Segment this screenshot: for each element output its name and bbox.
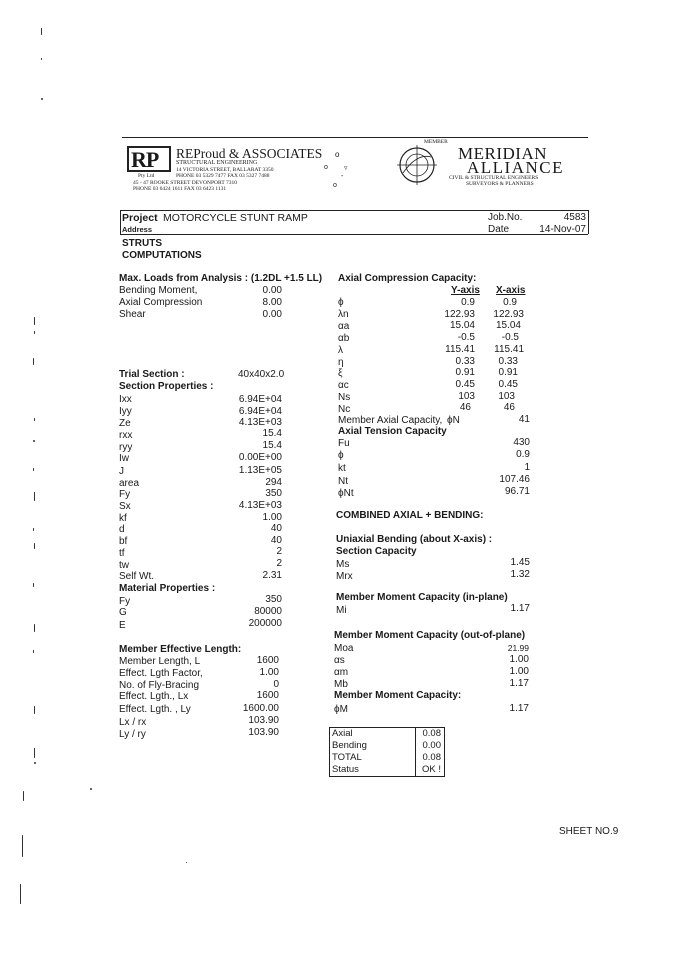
eff-length-label: Ly / ry: [119, 729, 146, 740]
inplane-label: Mi: [336, 605, 347, 616]
load-label: Axial Compression: [119, 297, 203, 308]
scan-speck: [33, 528, 34, 531]
tension-label: kt: [338, 463, 346, 474]
prop-label: kf: [119, 513, 127, 524]
phi-m-label: ϕM: [334, 704, 348, 715]
outplane-label: αs: [334, 655, 345, 666]
company-subtitle: STRUCTURAL ENGINEERING: [176, 160, 258, 166]
prop-value: 2: [276, 558, 282, 569]
member-label: MEMBER: [424, 139, 448, 145]
prop-label: Fy: [119, 489, 131, 500]
eff-length-value: 1600.00: [242, 703, 279, 714]
scan-speck: [34, 762, 36, 764]
axial-y-value: 122.93: [444, 309, 475, 320]
status-row: [330, 764, 444, 776]
trial-section-label: Trial Section :: [119, 369, 185, 380]
axial-symbol: ϕ: [338, 297, 344, 308]
prop-value: 1.13E+05: [238, 465, 282, 476]
eff-length-value: 1.00: [259, 667, 279, 678]
axial-x-value: 0.9: [503, 297, 517, 308]
eff-length-label: Lx / rx: [119, 717, 147, 728]
scan-speck: [41, 98, 43, 100]
prop-value: 6.94E+04: [238, 394, 282, 405]
prop-label: ryy: [119, 442, 133, 453]
outplane-label: Moa: [334, 643, 354, 654]
prop-label: tf: [119, 548, 125, 559]
date-value: 14-Nov-07: [539, 224, 586, 235]
eff-length-label: Effect. Lgth Factor,: [119, 668, 203, 679]
section-capacity-label: Ms: [336, 559, 350, 570]
prop-value: 4.13E+03: [238, 500, 282, 511]
scan-speck: [34, 331, 35, 334]
prop-label: Ze: [119, 418, 131, 429]
prop-label: Iw: [119, 453, 129, 464]
prop-value: 2.31: [262, 570, 282, 581]
axial-x-value: 0.45: [498, 379, 518, 390]
prop-label: J: [119, 466, 124, 477]
decorative-dot-icon: o: [335, 150, 340, 159]
status-row-label: TOTAL: [332, 752, 362, 763]
material-properties-heading: Material Properties :: [119, 583, 216, 594]
scan-speck: [33, 358, 34, 365]
alliance-tagline-1: CIVIL & STRUCTURAL ENGINEERS: [449, 175, 539, 181]
status-row: [330, 728, 444, 740]
outplane-value: 21.99: [507, 643, 529, 653]
load-label: Bending Moment,: [119, 285, 198, 296]
section-title-struts: STRUTS: [122, 238, 162, 249]
eff-length-value: 0: [273, 679, 279, 690]
x-axis-header: X-axis: [496, 285, 526, 296]
status-row-value: 0.00: [422, 740, 441, 751]
axial-symbol: Nc: [338, 404, 351, 415]
material-value: 200000: [248, 618, 282, 629]
axial-tension-heading: Axial Tension Capacity: [338, 426, 447, 437]
member-axial-capacity-symbol: ϕN: [447, 415, 460, 426]
prop-label: Self Wt.: [119, 571, 155, 582]
job-label: Job.No.: [488, 212, 523, 223]
prop-value: 40: [270, 523, 282, 534]
section-capacity-heading: Section Capacity: [336, 546, 417, 557]
phone-line-2: PHONE 03 6424 1611 FAX 03 6423 1131: [133, 186, 227, 192]
project-label: Project: [122, 212, 158, 224]
axial-y-value: -0.5: [457, 332, 475, 343]
address-line-1: 14 VICTORIA STREET, BALLARAT 3350: [176, 167, 274, 173]
scan-speck: [33, 440, 35, 442]
scan-speck: [34, 543, 35, 549]
axial-symbol: ξ: [338, 368, 343, 379]
alliance-line-1: MERIDIAN: [458, 144, 547, 163]
material-label: Fy: [119, 596, 131, 607]
decorative-dot-icon: o: [333, 182, 337, 189]
tension-label: Nt: [338, 476, 348, 487]
sheet-number: SHEET NO.9: [559, 826, 619, 837]
load-value: 0.00: [262, 285, 282, 296]
decorative-dot-icon: o: [324, 164, 328, 171]
tension-value: 0.9: [516, 449, 530, 460]
eff-length-value: 103.90: [248, 715, 279, 726]
scan-speck: [22, 835, 23, 857]
tension-value: 1: [524, 462, 530, 473]
section-capacity-label: Mrx: [336, 571, 353, 582]
address-label: Address: [122, 225, 153, 234]
status-summary-table: [329, 727, 445, 777]
eff-length-label: Effect. Lgth., Lx: [119, 691, 189, 702]
axial-symbol: η: [338, 357, 344, 368]
effective-length-heading: Member Effective Length:: [119, 644, 242, 655]
status-row: [330, 752, 444, 764]
tension-value: 107.46: [499, 474, 530, 485]
outplane-label: Mb: [334, 679, 348, 690]
axial-y-value: 46: [459, 402, 471, 413]
scan-speck: [34, 748, 35, 758]
prop-label: tw: [119, 560, 129, 571]
section-title-computations: COMPUTATIONS: [122, 250, 202, 261]
eff-length-value: 103.90: [248, 727, 279, 738]
material-value: 80000: [254, 606, 282, 617]
axial-symbol: αa: [338, 321, 350, 332]
header-left-rule: [120, 210, 121, 234]
prop-label: Sx: [119, 501, 131, 512]
axial-symbol: λn: [338, 309, 349, 320]
eff-length-value: 1600: [256, 690, 279, 701]
outplane-value: 1.17: [509, 678, 529, 689]
axial-y-value: 0.45: [455, 379, 475, 390]
tension-value: 430: [513, 437, 530, 448]
prop-value: 294: [265, 477, 282, 488]
prop-label: area: [119, 478, 140, 489]
section-properties-heading: Section Properties :: [119, 381, 214, 392]
prop-value: 0.00E+00: [238, 452, 282, 463]
scan-speck: [23, 791, 24, 801]
prop-value: 40: [270, 535, 282, 546]
status-row-label: Status: [332, 764, 359, 775]
project-name: MOTORCYCLE STUNT RAMP: [163, 212, 308, 224]
material-label: E: [119, 620, 126, 631]
alliance-tagline-2: SURVEYORS & PLANNERS: [466, 181, 534, 187]
outplane-label: αm: [334, 667, 349, 678]
member-axial-capacity-label: Member Axial Capacity,: [338, 415, 443, 426]
prop-value: 6.94E+04: [238, 406, 282, 417]
tension-value: 96.71: [504, 486, 530, 497]
status-row: [330, 740, 444, 752]
load-value: 8.00: [262, 297, 282, 308]
letterhead-top-rule: [122, 137, 588, 138]
eff-length-label: No. of Fly-Bracing: [119, 680, 200, 691]
axial-y-value: 0.9: [461, 297, 475, 308]
inplane-capacity-heading: Member Moment Capacity (in-plane): [336, 592, 508, 603]
outplane-value: 1.00: [509, 654, 529, 665]
tension-label: ϕNt: [338, 488, 354, 499]
rp-pty-label: Pty Ltd: [138, 173, 155, 179]
material-label: G: [119, 607, 127, 618]
section-capacity-value: 1.32: [510, 569, 530, 580]
axial-x-value: -0.5: [501, 332, 519, 343]
tension-label: Fu: [338, 438, 350, 449]
scan-speck: [33, 583, 34, 587]
eff-length-label: Member Length, L: [119, 656, 201, 667]
axial-x-value: 46: [503, 402, 515, 413]
status-row-label: Bending: [332, 740, 367, 751]
scan-speck: [41, 28, 42, 35]
axial-y-value: 0.33: [455, 356, 475, 367]
axial-x-value: 15.04: [495, 320, 521, 331]
phone-line-1: PHONE 03 5329 7477 FAX 03 5327 7488: [176, 173, 270, 179]
trial-section-value: 40x40x2.0: [238, 369, 285, 380]
scan-speck: [33, 650, 34, 653]
loads-heading: Max. Loads from Analysis : (1.2DL +1.5 LL): [119, 273, 323, 284]
axial-x-value: 115.41: [494, 344, 524, 355]
axial-x-value: 0.33: [498, 356, 518, 367]
header-right-rule: [588, 210, 589, 234]
tension-label: ϕ: [338, 450, 344, 461]
job-number: 4583: [563, 212, 586, 223]
prop-label: Iyy: [119, 406, 132, 417]
outplane-value: 1.00: [509, 666, 529, 677]
prop-value: 2: [276, 546, 282, 557]
axial-y-value: 103: [458, 391, 475, 402]
scan-speck: [34, 317, 35, 325]
prop-value: 1.00: [262, 512, 282, 523]
address-line-2: 45 - 47 ROOKE STREET DEVONPORT 7310: [133, 180, 237, 186]
axial-x-value: 0.91: [498, 367, 518, 378]
axial-symbol: αb: [338, 333, 350, 344]
header-bottom-rule: [120, 234, 588, 235]
status-row-value: 0.08: [422, 752, 441, 763]
combined-axial-bending-heading: COMBINED AXIAL + BENDING:: [336, 510, 484, 521]
member-moment-capacity-heading: Member Moment Capacity:: [334, 690, 462, 701]
scan-speck: [34, 492, 35, 501]
rp-logo: [127, 146, 171, 172]
status-row-value: OK !: [421, 764, 441, 775]
scan-speck: [186, 862, 187, 863]
company-name: REProud & ASSOCIATES: [176, 146, 323, 161]
uniaxial-bending-heading: Uniaxial Bending (about X-axis) :: [336, 534, 493, 545]
axial-symbol: αc: [338, 380, 349, 391]
scan-speck: [34, 706, 35, 714]
y-axis-header: Y-axis: [451, 285, 480, 296]
prop-label: bf: [119, 536, 128, 547]
scan-speck: [20, 884, 21, 904]
prop-label: d: [119, 524, 125, 535]
outplane-capacity-heading: Member Moment Capacity (out-of-plane): [334, 630, 526, 641]
prop-value: 4.13E+03: [238, 417, 282, 428]
status-row-value: 0.08: [422, 728, 441, 739]
eff-length-label: Effect. Lgth. , Ly: [119, 704, 191, 715]
status-row-label: Axial: [332, 728, 353, 739]
material-value: 350: [265, 594, 282, 605]
rp-logo-text: RP: [131, 147, 159, 172]
prop-value: 15.4: [262, 440, 282, 451]
axial-y-value: 115.41: [445, 344, 475, 355]
prop-label: Ixx: [119, 394, 132, 405]
phi-m-value: 1.17: [509, 703, 529, 714]
member-axial-capacity-value: 41: [518, 414, 530, 425]
decorative-dot-icon: ▿: [344, 165, 348, 172]
load-label: Shear: [119, 309, 146, 320]
meridian-compass-icon: [397, 143, 437, 187]
axial-compression-heading: Axial Compression Capacity:: [338, 273, 477, 284]
alliance-line-2: ALLIANCE: [467, 158, 564, 177]
scan-speck: [34, 624, 35, 632]
scan-speck: [41, 58, 42, 60]
scan-speck: [33, 468, 34, 471]
section-capacity-value: 1.45: [510, 557, 530, 568]
axial-symbol: λ: [338, 345, 343, 356]
scan-speck: [34, 418, 35, 421]
decorative-dot-icon: -: [341, 173, 344, 180]
axial-y-value: 0.91: [455, 367, 475, 378]
axial-x-value: 122.93: [493, 309, 524, 320]
eff-length-value: 1600: [256, 655, 279, 666]
axial-x-value: 103: [498, 391, 515, 402]
axial-symbol: Ns: [338, 392, 351, 403]
prop-value: 350: [265, 488, 282, 499]
load-value: 0.00: [262, 309, 282, 320]
inplane-value: 1.17: [510, 603, 530, 614]
axial-y-value: 15.04: [449, 320, 475, 331]
scan-speck: [90, 788, 92, 790]
header-top-rule: [120, 210, 588, 211]
date-label: Date: [488, 224, 510, 235]
prop-label: rxx: [119, 430, 133, 441]
prop-value: 15.4: [262, 428, 282, 439]
